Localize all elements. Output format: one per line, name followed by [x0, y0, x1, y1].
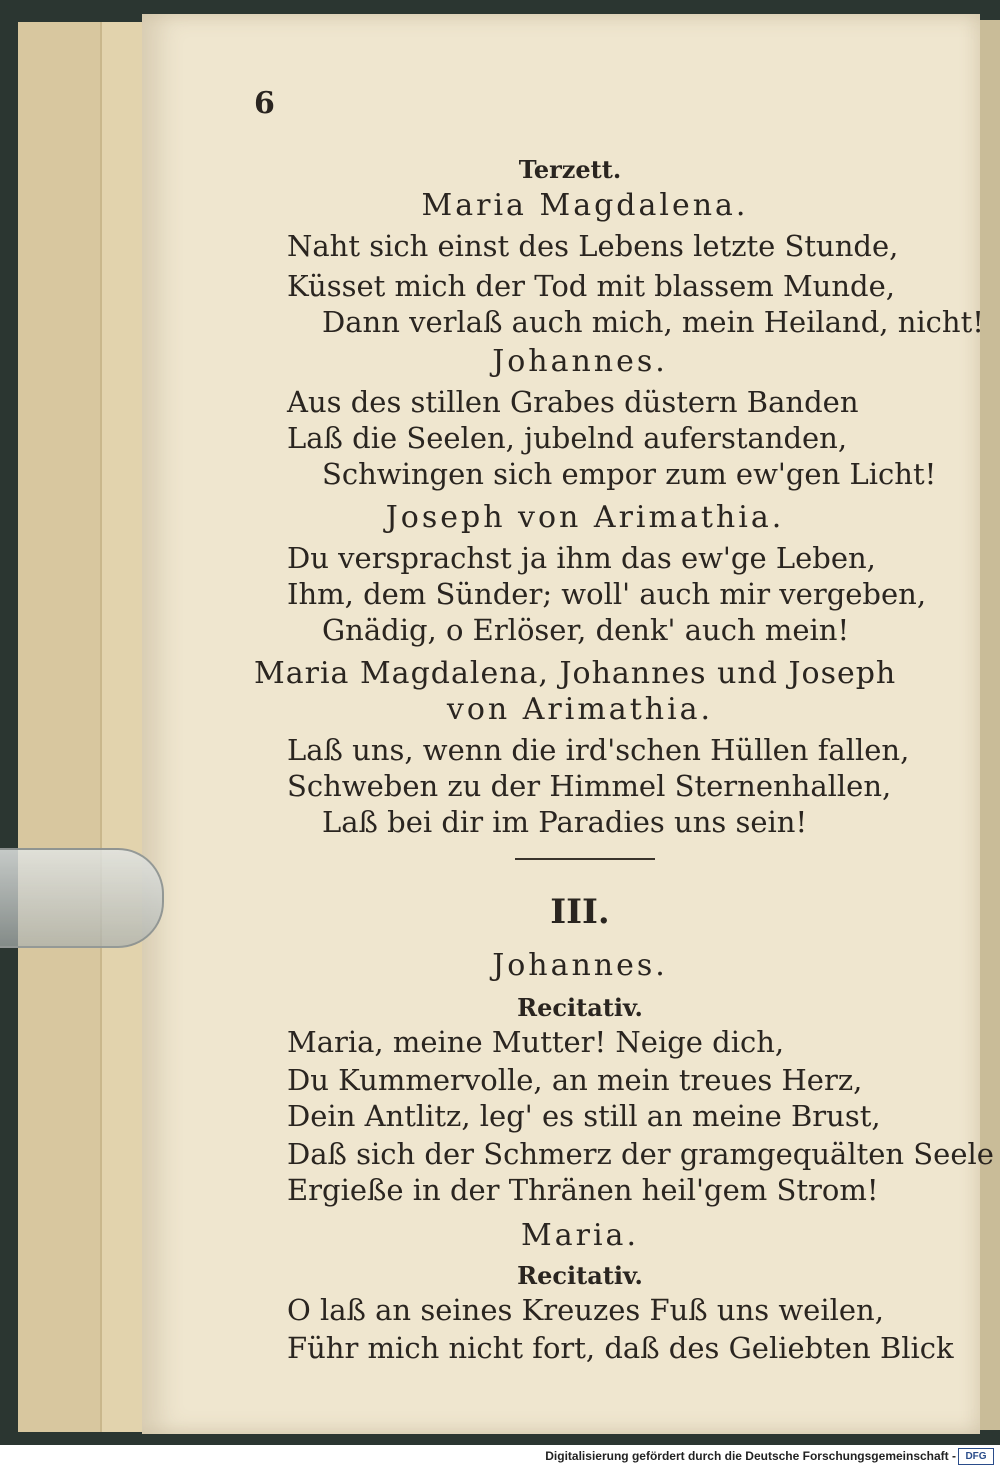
- speaker-maria-magdalena: Maria Magdalena.: [421, 188, 749, 223]
- book-cover-edge: [100, 22, 142, 1432]
- verse-line: Daß sich der Schmerz der gramgequälten Seele: [287, 1137, 994, 1171]
- verse-line: Laß uns, wenn die ird'schen Hüllen fallen,: [287, 733, 910, 767]
- speaker-johannes: Johannes.: [492, 948, 668, 983]
- digitization-footer: [0, 1445, 1000, 1467]
- verse-line: Schwingen sich empor zum ew'gen Licht!: [322, 457, 937, 491]
- verse-line: O laß an seines Kreuzes Fuß uns weilen,: [287, 1293, 884, 1327]
- verse-line: Maria, meine Mutter! Neige dich,: [287, 1025, 785, 1059]
- verse-line: Laß bei dir im Paradies uns sein!: [322, 805, 808, 839]
- speaker-all-cont: von Arimathia.: [446, 692, 714, 727]
- verse-line: Gnädig, o Erlöser, denk' auch mein!: [322, 613, 850, 647]
- section-heading-terzett: Terzett.: [518, 155, 622, 184]
- dfg-logo-icon: DFG: [958, 1448, 994, 1465]
- speaker-joseph: Joseph von Arimathia.: [385, 500, 785, 535]
- speaker-all: Maria Magdalena, Johannes und Joseph: [254, 656, 897, 691]
- footer-credit: Digitalisierung gefördert durch die Deutsche Forschungsgemeinschaft -: [545, 1449, 956, 1463]
- verse-line: Naht sich einst des Lebens letzte Stunde,: [287, 229, 899, 263]
- verse-line: Küsset mich der Tod mit blassem Munde,: [287, 269, 895, 303]
- recitativ-heading: Recitativ.: [517, 1261, 643, 1290]
- page-holder-clip: [0, 848, 164, 948]
- speaker-johannes: Johannes.: [492, 344, 668, 379]
- verse-line: Dein Antlitz, leg' es still an meine Brust,: [287, 1099, 881, 1133]
- verse-line: Führ mich nicht fort, daß des Geliebten Blick: [287, 1331, 954, 1365]
- verse-line: Schweben zu der Himmel Sternenhallen,: [287, 769, 892, 803]
- speaker-maria: Maria.: [521, 1218, 639, 1253]
- section-number: III.: [550, 892, 610, 932]
- verse-line: Du versprachst ja ihm das ew'ge Leben,: [287, 541, 876, 575]
- verse-line: Dann verlaß auch mich, mein Heiland, nicht!: [322, 305, 984, 339]
- verse-line: Ihm, dem Sünder; woll' auch mir vergeben,: [287, 577, 927, 611]
- page-number: 6: [254, 86, 275, 121]
- section-divider: [515, 858, 655, 860]
- verse-line: Aus des stillen Grabes düstern Banden: [287, 385, 859, 419]
- verse-line: Ergieße in der Thränen heil'gem Strom!: [287, 1173, 879, 1207]
- verse-line: Laß die Seelen, jubelnd auferstanden,: [287, 421, 848, 455]
- recitativ-heading: Recitativ.: [517, 993, 643, 1022]
- verse-line: Du Kummervolle, an mein treues Herz,: [287, 1063, 863, 1097]
